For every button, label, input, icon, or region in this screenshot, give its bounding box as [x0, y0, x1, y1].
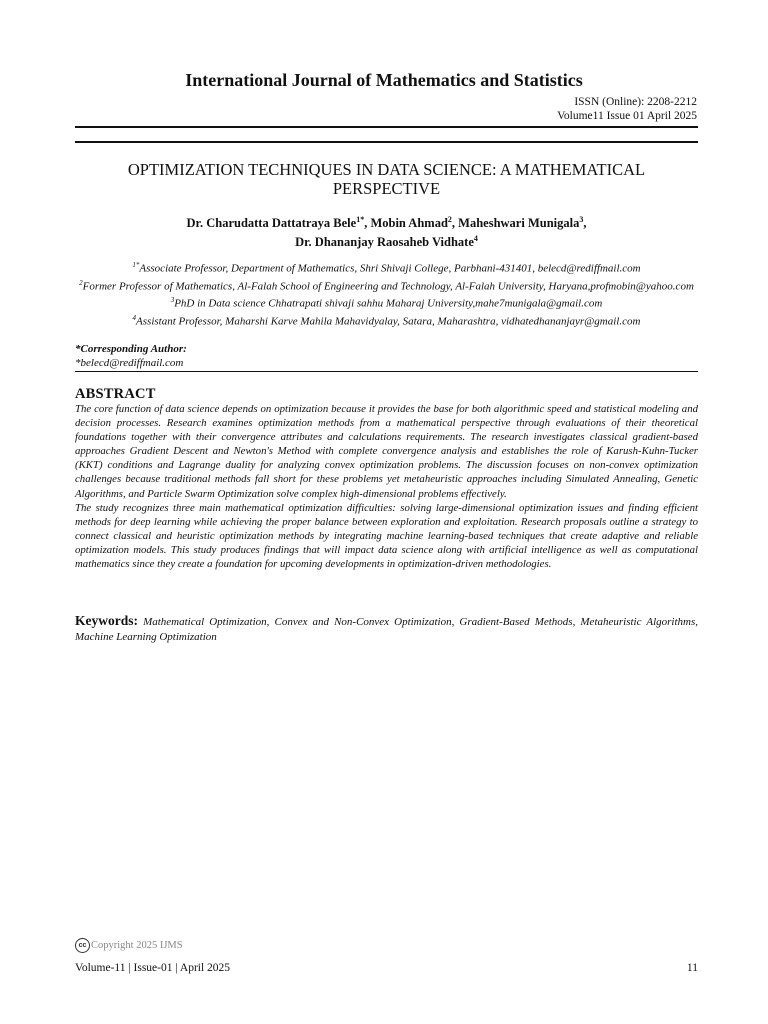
abstract-paragraph: The study recognizes three main mathematical optimization difficulties: solving large-dimensional optimization issues and finding efficient methods for deep learning while achieving the proper balance between exploration and exploitation. Research proposals outline a strategy to connect classical and heuristic optimization methods by integrating machine learning-based techniques that create adaptive and reliable optimization models. This study produces findings that will impact data science along with artificial intelligence as well as computational mathematics since they create a foundation for upcoming developments in optimization-driven methodologies.: [75, 501, 698, 571]
affiliation-sup: 3: [170, 296, 175, 305]
author-list: [90, 212, 683, 250]
issn-block: [557, 95, 697, 123]
header-rule-bottom: [75, 141, 698, 143]
author-sup: 2: [447, 215, 452, 224]
affiliation-sup: 1*: [132, 261, 140, 269]
footer-issue: Volume-11 | Issue-01 | April 2025: [75, 962, 231, 974]
author-name: Dr. Charudatta Dattatraya Bele: [186, 216, 357, 231]
keywords: [75, 613, 698, 645]
affiliation-item: [75, 258, 698, 276]
abstract-heading: ABSTRACT: [75, 386, 156, 402]
paper-title: OPTIMIZATION TECHNIQUES IN DATA SCIENCE: A MATHEMATICAL PERSPECTIVE: [127, 160, 646, 198]
abstract-body: [75, 402, 698, 571]
affiliation-item: [75, 311, 698, 329]
copyright-text: Copyright 2025 IJMS: [91, 940, 183, 951]
affiliation-text: Assistant Professor, Maharshi Karve Mahila Mahavidyalay, Satara, Maharashtra, vidhatedhananjayr@gmail.com: [136, 315, 641, 328]
affiliation-list: [75, 258, 698, 329]
page-number: 11: [686, 962, 698, 974]
volume-line: Volume11 Issue 01 April 2025: [557, 110, 697, 122]
section-divider: [75, 371, 698, 372]
keywords-text: Mathematical Optimization, Convex and Non-Convex Optimization, Gradient-Based Methods, Metaheuristic Algorithms, Machine Learning Optimization: [75, 616, 698, 643]
journal-title: International Journal of Mathematics and Statistics: [185, 70, 583, 90]
affiliation-text: PhD in Data science Chhatrapati shivaji sahhu Maharaj University,mahe7munigala@gmail.com: [174, 297, 603, 310]
affiliation-item: [75, 276, 698, 294]
corresponding-label: *Corresponding Author:: [75, 343, 187, 355]
author-name: Mobin Ahmad: [370, 216, 448, 231]
author-sep: ,: [364, 216, 371, 231]
author-name: Maheshwari Munigala: [458, 216, 580, 231]
affiliation-text: Former Professor of Mathematics, Al-Falah School of Engineering and Technology, Al-Falah University, Haryana,profmobin@yahoo.com: [82, 280, 694, 293]
creative-commons-icon: cc: [75, 938, 90, 953]
keywords-label: Keywords:: [75, 613, 138, 628]
affiliation-sup: 2: [79, 278, 83, 287]
corresponding-email: *belecd@rediffmail.com: [75, 357, 184, 369]
header-rule-top: [75, 126, 698, 128]
abstract-paragraph: The core function of data science depends on optimization because it provides the base for both algorithmic speed and statistical modeling and decision processes. Research examines optimization methods from a mathematical perspective through evaluations of their theoretical foundations together with their convergence attributes and calculations requirements. The research investigates classical gradient-based approaches Gradient Descent and Newton's Method with complete convergence analysis and establishes the role of Karush-Kuhn-Tucker (KKT) conditions and Lagrange duality for analyzing convex optimization problems. The discussion focuses on non-convex optimization challenges because traditional methods fall short for these problems yet metaheuristic approaches including Simulated Annealing, Genetic Algorithms, and Particle Swarm Optimization solve complex high-dimensional problems effectively.: [75, 403, 698, 500]
issn-line: ISSN (Online): 2208-2212: [574, 96, 697, 108]
corresponding-author: [75, 342, 698, 370]
author-sup: 1*: [356, 215, 365, 224]
copyright-notice: [75, 938, 183, 953]
author-sup: 3: [579, 215, 584, 224]
author-name: Dr. Dhananjay Raosaheb Vidhate: [295, 235, 474, 250]
author-sup: 4: [473, 234, 478, 244]
author-sep: ,: [451, 216, 459, 231]
affiliation-item: [75, 293, 698, 311]
author-sep: ,: [583, 216, 587, 231]
affiliation-text: Associate Professor, Department of Mathematics, Shri Shivaji College, Parbhani-431401, belecd@rediffmail.com: [139, 262, 641, 275]
affiliation-sup: 4: [132, 313, 137, 322]
